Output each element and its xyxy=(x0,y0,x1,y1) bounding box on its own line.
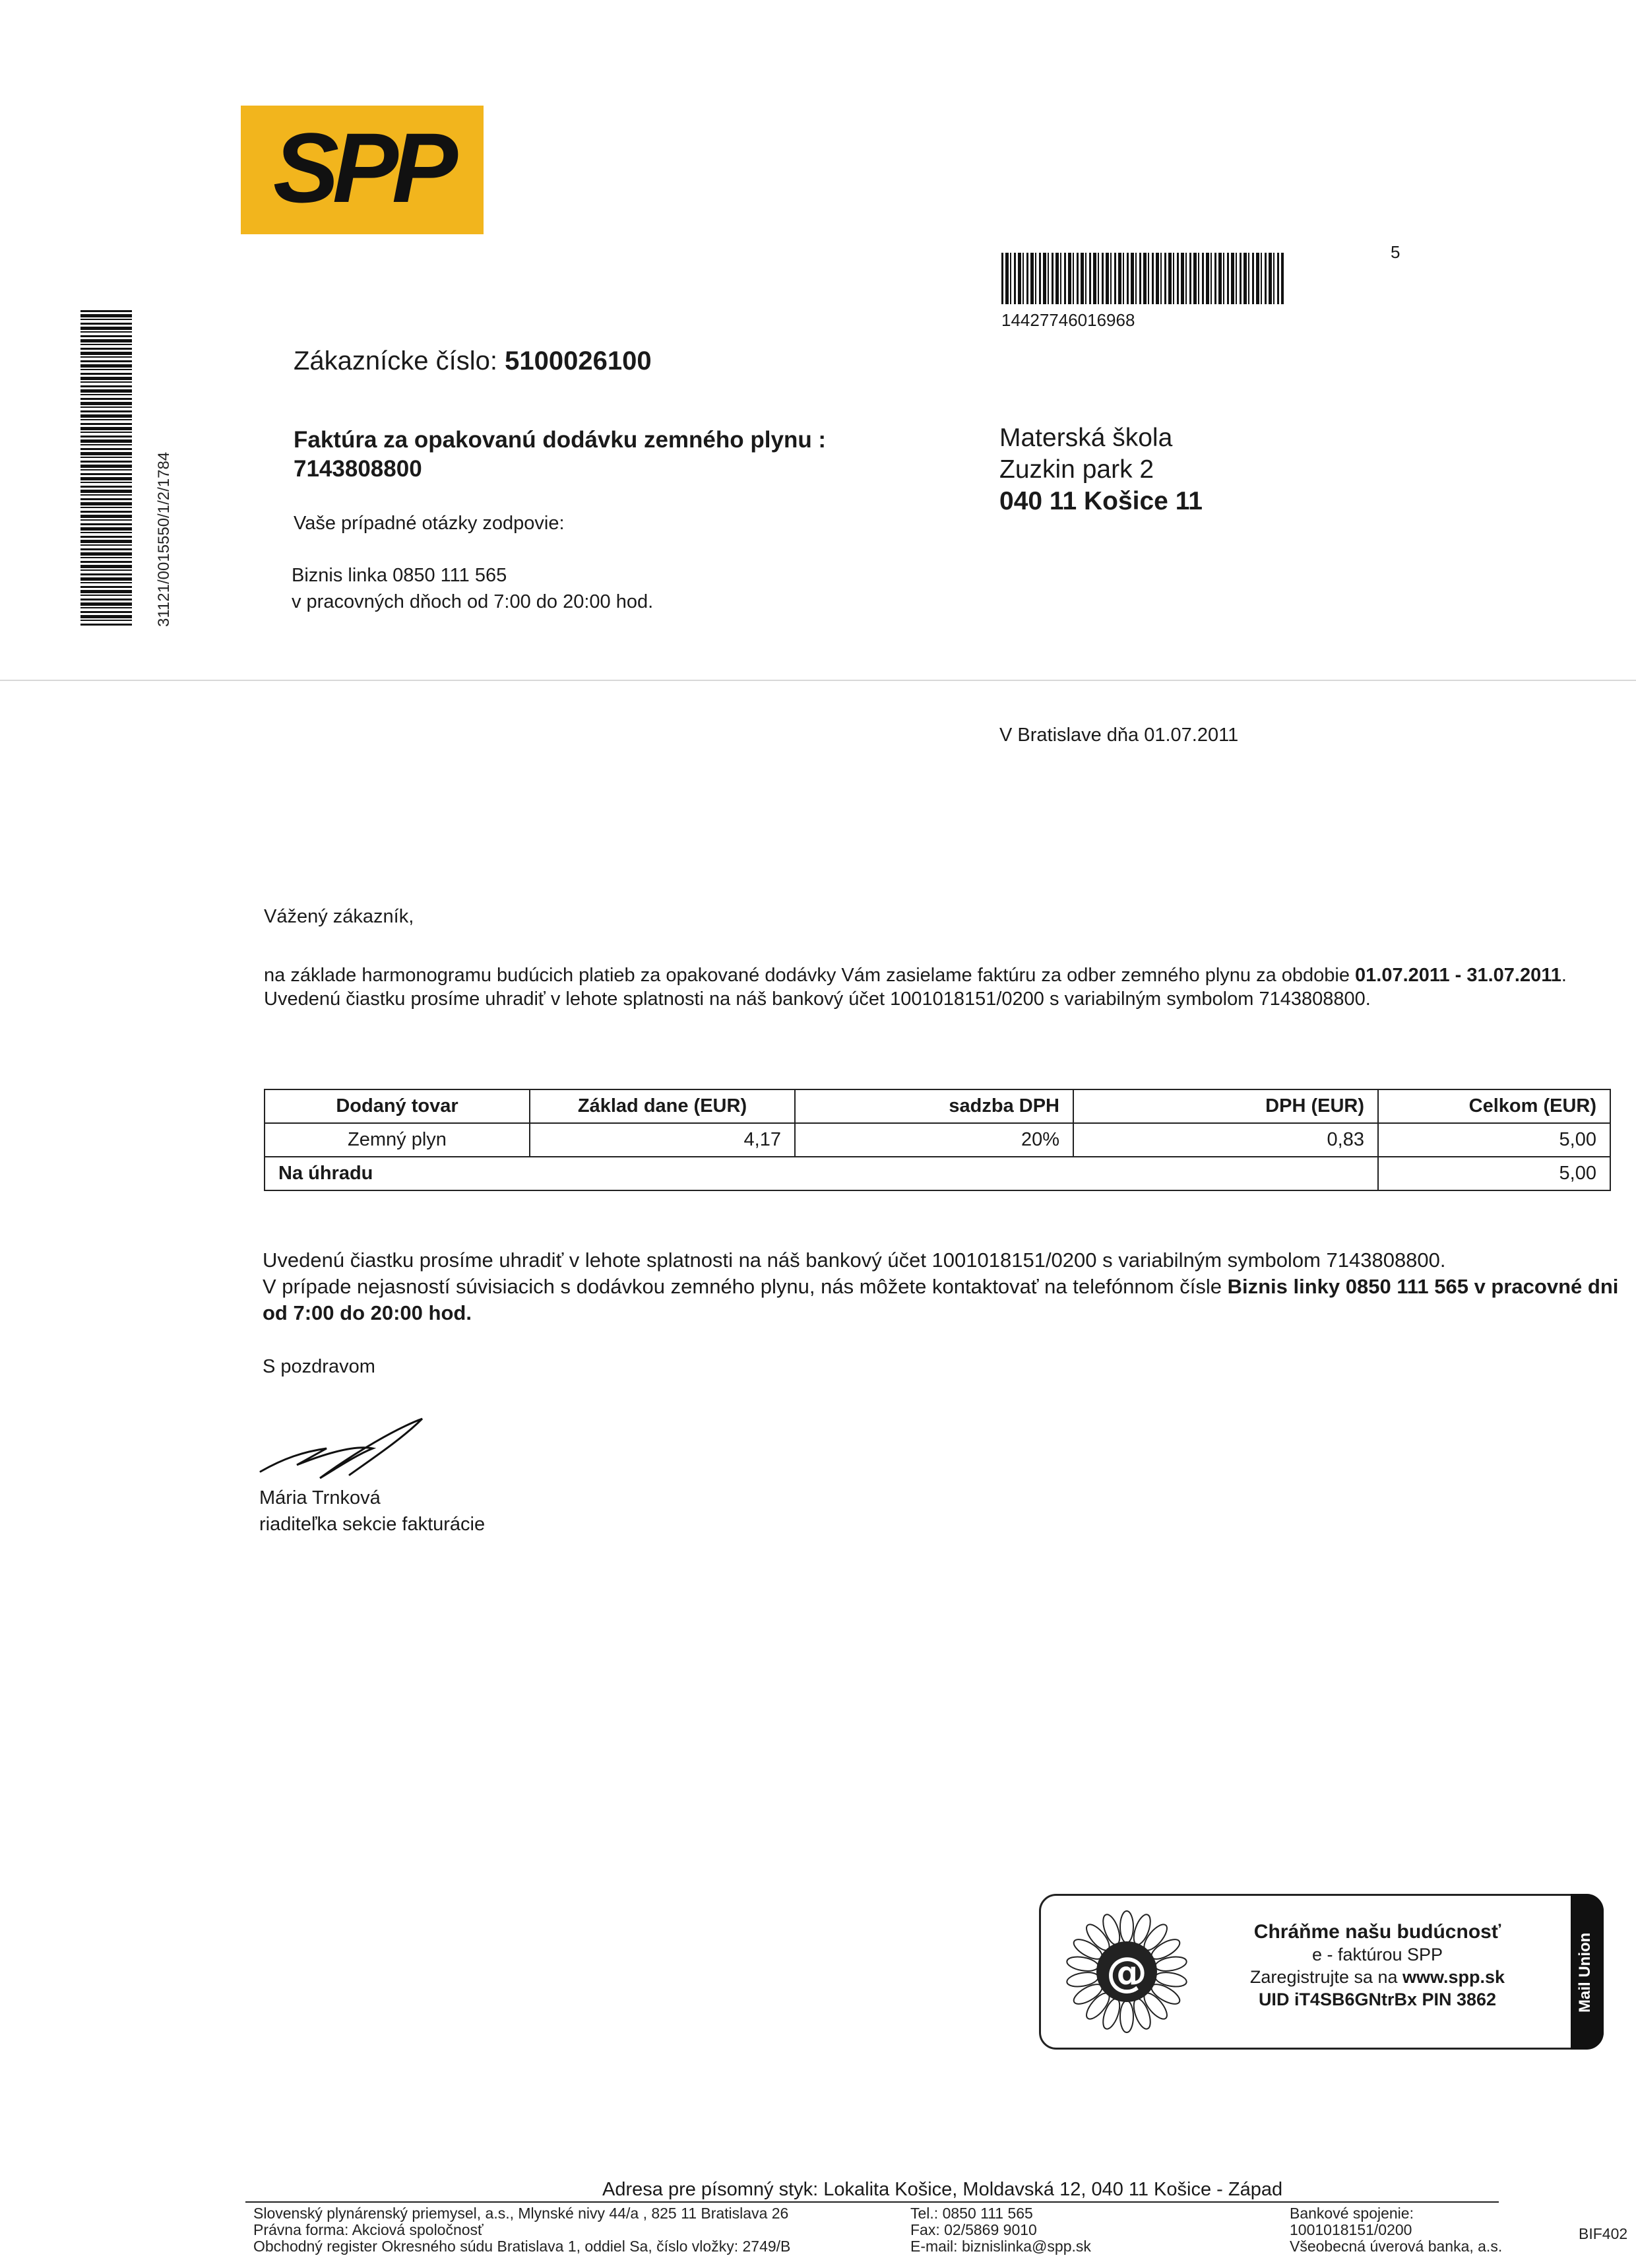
promo-register xyxy=(1245,1966,1509,1988)
barcode-number: 14427746016968 xyxy=(1001,310,1135,330)
sunflower-icon xyxy=(1064,1909,1189,2034)
invoice-title-line1: Faktúra za opakovanú dodávku zemného plynu : xyxy=(294,427,827,453)
invoice-table xyxy=(264,1089,1611,1191)
questions-label: Vaše prípadné otázky zodpovie: xyxy=(294,513,565,534)
cell-goods: Zemný plyn xyxy=(265,1123,530,1157)
recipient-city: 040 11 Košice 11 xyxy=(999,487,1203,515)
recipient-name: Materská škola xyxy=(999,424,1173,452)
signature xyxy=(257,1412,435,1485)
fold-line xyxy=(0,680,1636,681)
promo-link[interactable]: www.spp.sk xyxy=(1402,1967,1505,1987)
contact-sentence-text: V prípade nejasností súvisiacich s dodávkou zemného plynu, nás môžete kontaktovať na telefónnom čísle xyxy=(263,1275,1228,1298)
cell-vat-rate: 20% xyxy=(795,1123,1073,1157)
recipient-address xyxy=(999,422,1203,517)
header-vat: DPH (EUR) xyxy=(1073,1089,1378,1123)
footer-company-line3: Obchodný register Okresného súdu Bratislava 1, oddiel Sa, číslo vložky: 2749/B xyxy=(253,2238,791,2255)
table-total-row xyxy=(265,1157,1610,1190)
header-goods: Dodaný tovar xyxy=(265,1089,530,1123)
closing-greeting: S pozdravom xyxy=(263,1356,375,1377)
salutation: Vážený zákazník, xyxy=(264,906,414,927)
customer-number xyxy=(294,346,652,376)
contact-line2: v pracovných dňoch od 7:00 do 20:00 hod. xyxy=(292,591,654,612)
cell-total: 5,00 xyxy=(1378,1123,1610,1157)
footer-company xyxy=(253,2205,790,2255)
payment-instruction-repeat: Uvedenú čiastku prosíme uhradiť v lehote splatnosti na náš bankový účet 1001018151/0200 s variabilným symbolom 7143808800. xyxy=(263,1248,1446,1272)
promo-text xyxy=(1245,1921,1509,2011)
closing-paragraph xyxy=(263,1247,1628,1326)
footer-phone: Tel.: 0850 111 565 xyxy=(910,2205,1033,2222)
mail-union-badge xyxy=(1571,1894,1604,2050)
promo-credentials: UID iT4SB6GNtrBx PIN 3862 xyxy=(1258,1990,1497,2009)
promo-headline: Chráňme našu budúcnosť xyxy=(1253,1921,1501,1943)
mail-union-text: Mail Union xyxy=(1576,1932,1594,2013)
contact-line1: Biznis linka 0850 111 565 xyxy=(292,565,507,586)
footer-bank-label: Bankové spojenie: xyxy=(1290,2205,1414,2222)
footer-fax: Fax: 02/5869 9010 xyxy=(910,2221,1037,2238)
table-row xyxy=(265,1123,1610,1157)
page-mark: 5 xyxy=(1391,242,1400,262)
footer-divider xyxy=(245,2201,1499,2203)
invoice-title xyxy=(294,426,826,484)
invoice-number: 7143808800 xyxy=(294,456,422,482)
footer-bank-name: Všeobecná úverová banka, a.s. xyxy=(1290,2238,1503,2255)
billing-period: 01.07.2011 - 31.07.2011 xyxy=(1355,965,1561,986)
barcode xyxy=(1001,253,1284,304)
contact-sentence-phone: Biznis linky 0850 111 565 v pracovné dni xyxy=(1227,1275,1619,1298)
customer-number-value: 5100026100 xyxy=(505,346,652,375)
header-total: Celkom (EUR) xyxy=(1378,1089,1610,1123)
logo-text: SPP xyxy=(272,112,452,223)
recipient-street: Zuzkin park 2 xyxy=(999,455,1154,484)
contact-info xyxy=(292,562,653,615)
signer xyxy=(259,1485,485,1538)
promo-register-text: Zaregistrujte sa na xyxy=(1249,1967,1403,1987)
contact-sentence xyxy=(263,1274,1628,1326)
footer-company-line2: Právna forma: Akciová spoločnosť xyxy=(253,2221,484,2238)
footer-company-line1: Slovenský plynárenský priemysel, a.s., Mlynské nivy 44/a , 825 11 Bratislava 26 xyxy=(253,2205,789,2222)
contact-sentence-hours: od 7:00 do 20:00 hod. xyxy=(263,1301,472,1324)
form-code: BIF402 xyxy=(1579,2225,1628,2242)
payment-instruction: Uvedenú čiastku prosíme uhradiť v lehote splatnosti na náš bankový účet 1001018151/0200 s variabilným symbolom 7143808800. xyxy=(264,988,1371,1010)
total-value: 5,00 xyxy=(1378,1157,1610,1190)
footer-contact xyxy=(910,2205,1091,2255)
intro-text: na základe harmonogramu budúcich platieb za opakované dodávky Vám zasielame faktúru za odber zemného plynu za obdobie xyxy=(264,965,1356,986)
footer-bank xyxy=(1290,2205,1502,2255)
intro-paragraph xyxy=(264,963,1636,1011)
customer-number-label: Zákaznícke číslo: xyxy=(294,346,498,375)
spp-logo xyxy=(241,106,484,234)
table-header-row xyxy=(265,1089,1610,1123)
header-vat-rate: sadzba DPH xyxy=(795,1089,1073,1123)
signer-name: Mária Trnková xyxy=(259,1487,381,1508)
e-invoice-promo xyxy=(1039,1894,1604,2050)
header-tax-base: Základ dane (EUR) xyxy=(530,1089,795,1123)
signer-title: riaditeľka sekcie fakturácie xyxy=(259,1514,486,1535)
vertical-barcode xyxy=(80,310,132,627)
intro-end: . xyxy=(1561,965,1567,986)
cell-vat: 0,83 xyxy=(1073,1123,1378,1157)
total-label: Na úhradu xyxy=(265,1157,1378,1190)
footer-bank-account: 1001018151/0200 xyxy=(1290,2221,1412,2238)
vertical-barcode-code: 31121/0015550/1/2/1784 xyxy=(155,451,173,627)
footer-address-title: Adresa pre písomný styk: Lokalita Košice, Moldavská 12, 040 11 Košice - Západ xyxy=(602,2179,1283,2200)
svg-text:@: @ xyxy=(1106,1948,1147,1996)
promo-subline: e - faktúrou SPP xyxy=(1311,1945,1443,1964)
footer-email: E-mail: biznislinka@spp.sk xyxy=(910,2238,1091,2255)
place-date: V Bratislave dňa 01.07.2011 xyxy=(999,725,1239,746)
cell-tax-base: 4,17 xyxy=(530,1123,795,1157)
